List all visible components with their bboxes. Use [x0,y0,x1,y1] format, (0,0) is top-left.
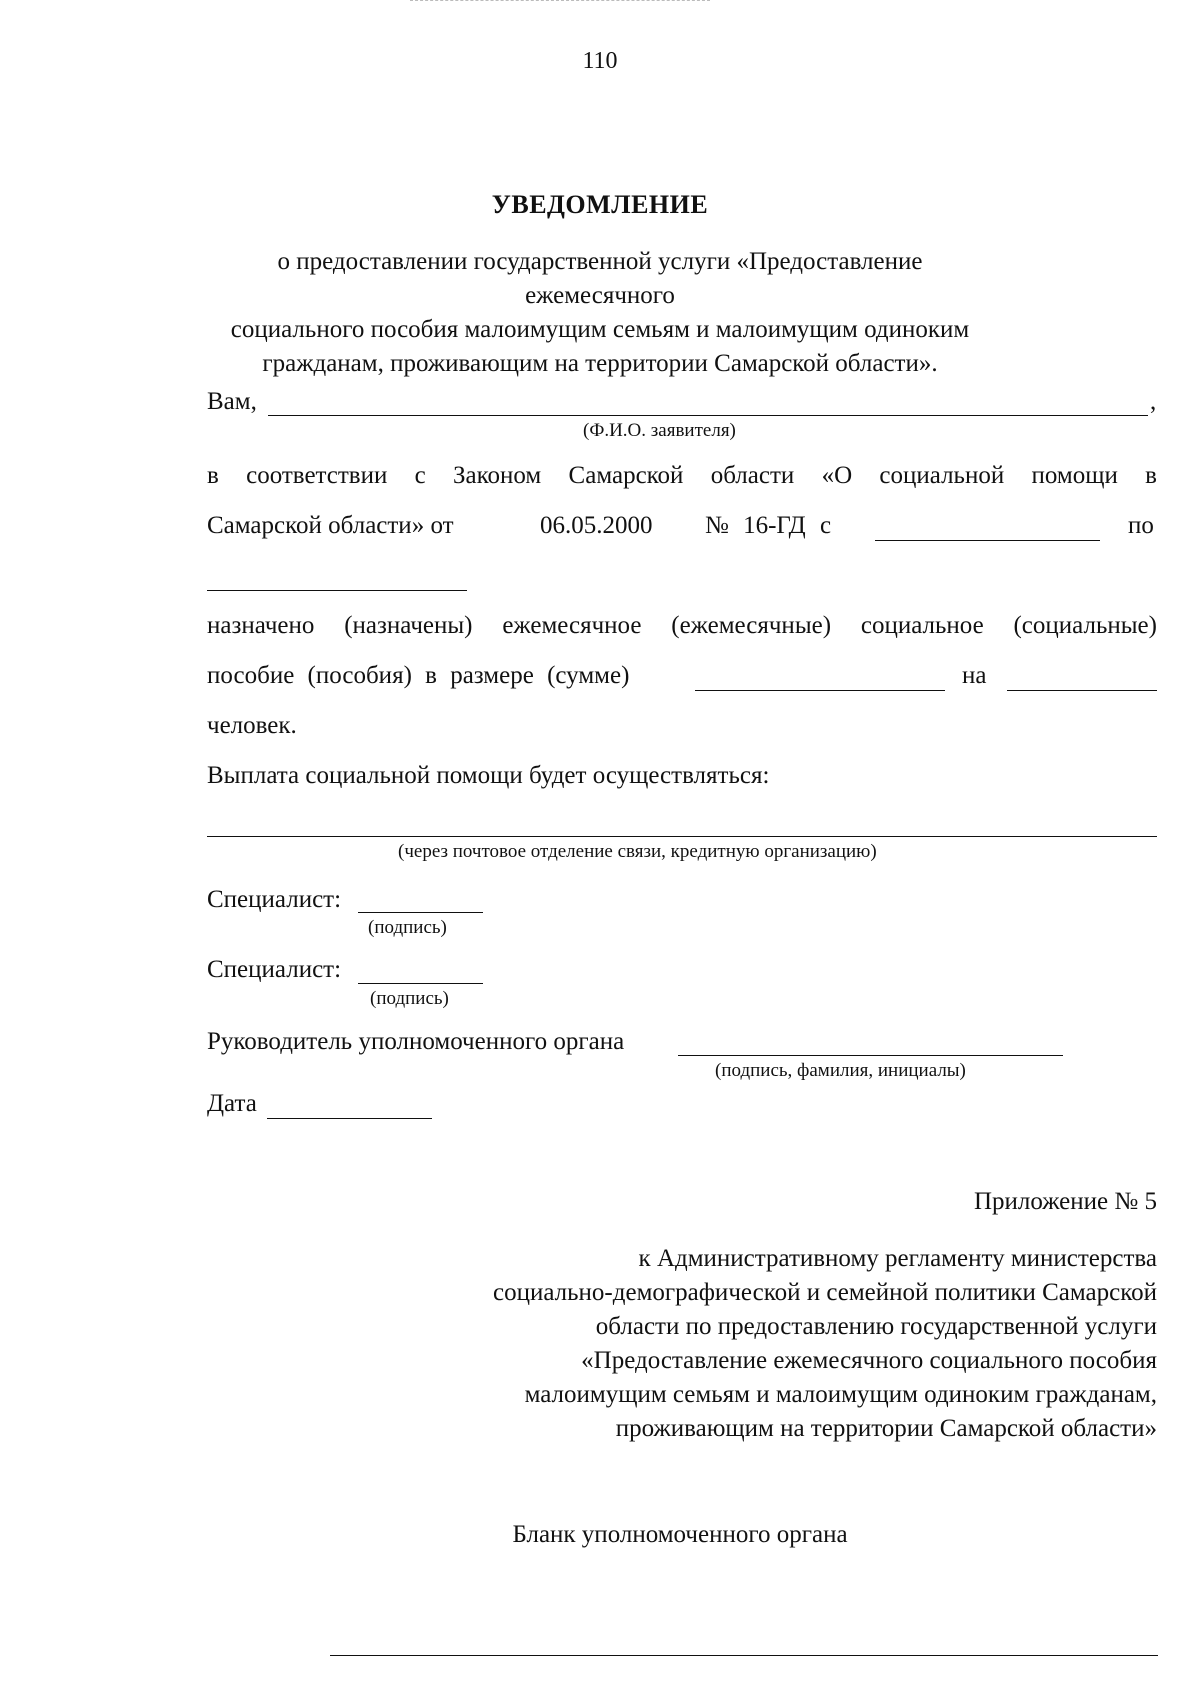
notice-title: УВЕДОМЛЕНИЕ [491,190,709,219]
assigned-on-label: на [962,662,987,689]
appendix-line: малоимущим семьям и малоимущим одиноким гражданам, [524,1381,1157,1408]
to-label: Вам, [207,388,257,415]
payment-label: Выплата социальной помощи будет осуществляться: [207,762,770,789]
subtitle-line: о предоставлении государственной услуги «Предоставление ежемесячного [277,248,923,309]
head-signature-caption: (подпись, фамилия, инициалы) [715,1060,966,1081]
assigned-line-2-text: пособие (пособия) в размере (сумме) [207,662,630,689]
notice-subtitle [200,245,1000,381]
appendix-line: проживающим на территории Самарской области» [615,1415,1157,1442]
head-label: Руководитель уполномоченного органа [207,1028,625,1055]
payment-method-caption: (через почтовое отделение связи, кредитную организацию) [398,841,877,862]
scan-artifact [410,0,710,3]
appendix-line: к Административному регламенту министерства [638,1245,1157,1272]
payment-method-field[interactable] [207,836,1157,837]
to-comma: , [1150,388,1157,415]
appendix-line: области по предоставлению государственной услуги [595,1313,1157,1340]
assigned-line-1: назначено (назначены) ежемесячное (ежемесячные) социальное (социальные) [207,612,1157,639]
period-to-field[interactable] [207,590,467,591]
specialist-2-label: Специалист: [207,956,342,983]
page-number: 110 [582,48,618,74]
benefit-amount-field[interactable] [695,690,945,691]
period-to-label: по [1128,512,1154,539]
applicant-name-caption: (Ф.И.О. заявителя) [583,420,736,441]
specialist-2-signature-field[interactable] [358,983,483,984]
persons-count-field[interactable] [1007,690,1157,691]
appendix-title: Приложение № 5 [973,1188,1157,1215]
head-signature-field[interactable] [678,1055,1063,1056]
form-label: Бланк уполномоченного органа [512,1521,848,1548]
persons-label: человек. [207,712,297,739]
specialist-1-signature-field[interactable] [358,912,483,913]
law-date: 06.05.2000 [540,512,653,539]
specialist-1-label: Специалист: [207,886,342,913]
law-number: № 16-ГД с [705,512,832,539]
law-line-2-text: Самарской области» от [207,512,454,539]
form-header-line [330,1655,1158,1656]
appendix-line: социально-демографической и семейной политики Самарской [493,1279,1157,1306]
appendix-line: «Предоставление ежемесячного социального пособия [581,1347,1157,1374]
subtitle-line: социального пособия малоимущим семьям и малоимущим одиноким [230,316,970,343]
applicant-name-field[interactable] [268,415,1148,416]
subtitle-line: гражданам, проживающим на территории Самарской области». [262,350,938,377]
specialist-1-signature-caption: (подпись) [368,917,447,938]
law-line-1: в соответствии с Законом Самарской области «О социальной помощи в [207,462,1157,489]
date-field[interactable] [267,1118,432,1119]
period-from-field[interactable] [875,540,1100,541]
specialist-2-signature-caption: (подпись) [370,988,449,1009]
appendix-text [307,1242,1157,1446]
date-label: Дата [207,1090,257,1117]
